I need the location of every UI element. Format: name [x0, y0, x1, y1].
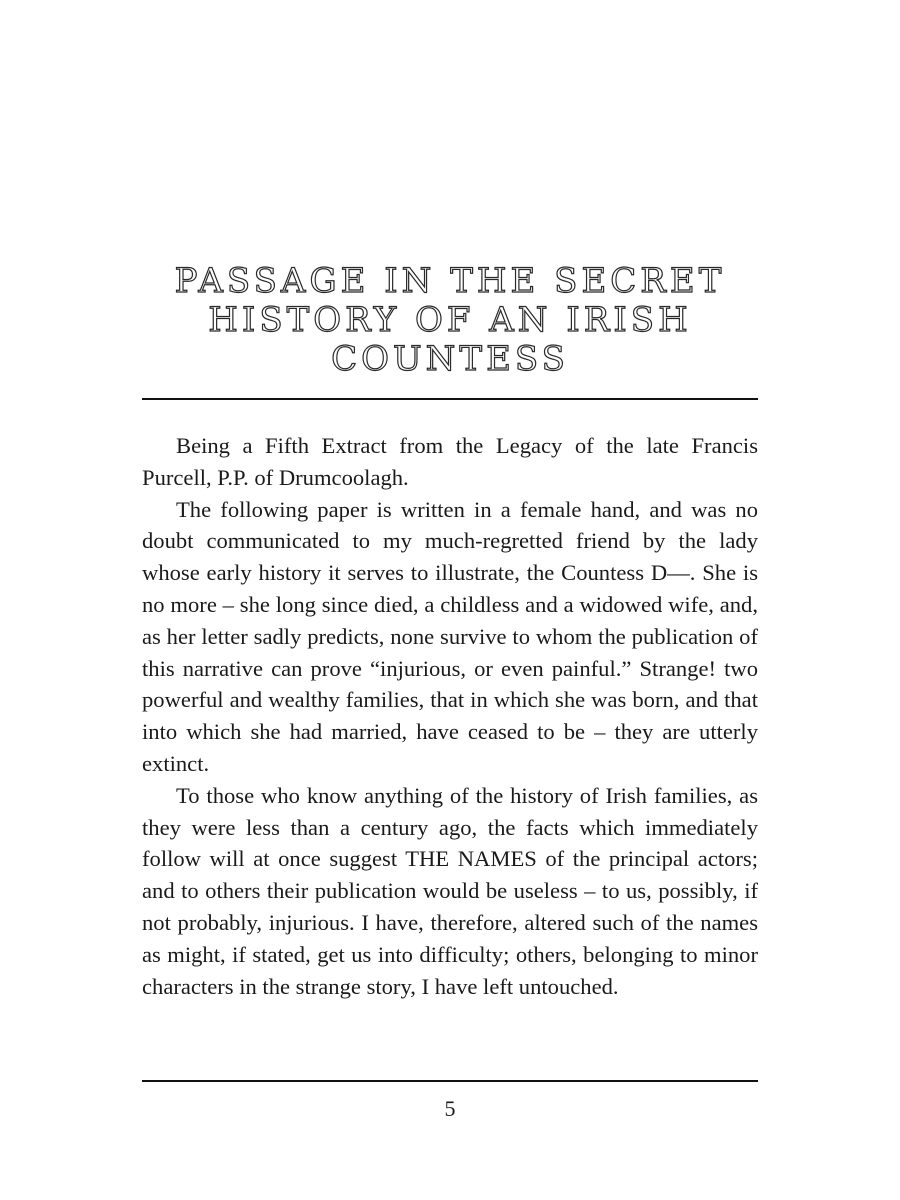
page-number: 5	[444, 1096, 456, 1121]
chapter-title-line-2: HISTORY OF AN IRISH	[208, 300, 692, 340]
footer-divider	[142, 1080, 758, 1082]
paragraph-1: Being a Fifth Extract from the Legacy of the late Francis Purcell, P.P. of Drumcoolagh.	[142, 433, 758, 490]
chapter-title	[142, 262, 758, 379]
paragraph-3: To those who know anything of the history of Irish families, as they were less than a century ago, the facts which immediately follow will at once suggest THE NAMES of the principal actors; and to others their publication would be useless – to us, possibly, if not probably, injurious. I have, therefore, altered such of the names as might, if stated, get us into difficulty; others, belonging to minor characters in the strange story, I have left untouched.	[142, 782, 758, 999]
chapter-title-line-1: PASSAGE IN THE SECRET	[174, 261, 726, 301]
paragraph-2: The following paper is written in a female hand, and was no doubt communicated to my much-regretted friend by the lady whose early history it serves to illustrate, the Countess D—. She is no more – she long since died, a childless and a widowed wife, and, as her letter sadly predicts, none survive to whom the publication of this narrative can prove “injurious, or even painful.” Strange! two powerful and wealthy families, that in which she was born, and that into which she had married, have ceased to be – they are utterly extinct.	[142, 496, 758, 776]
title-divider	[142, 398, 758, 400]
body-text	[142, 430, 758, 1002]
chapter-title-line-3: COUNTESS	[331, 339, 569, 379]
